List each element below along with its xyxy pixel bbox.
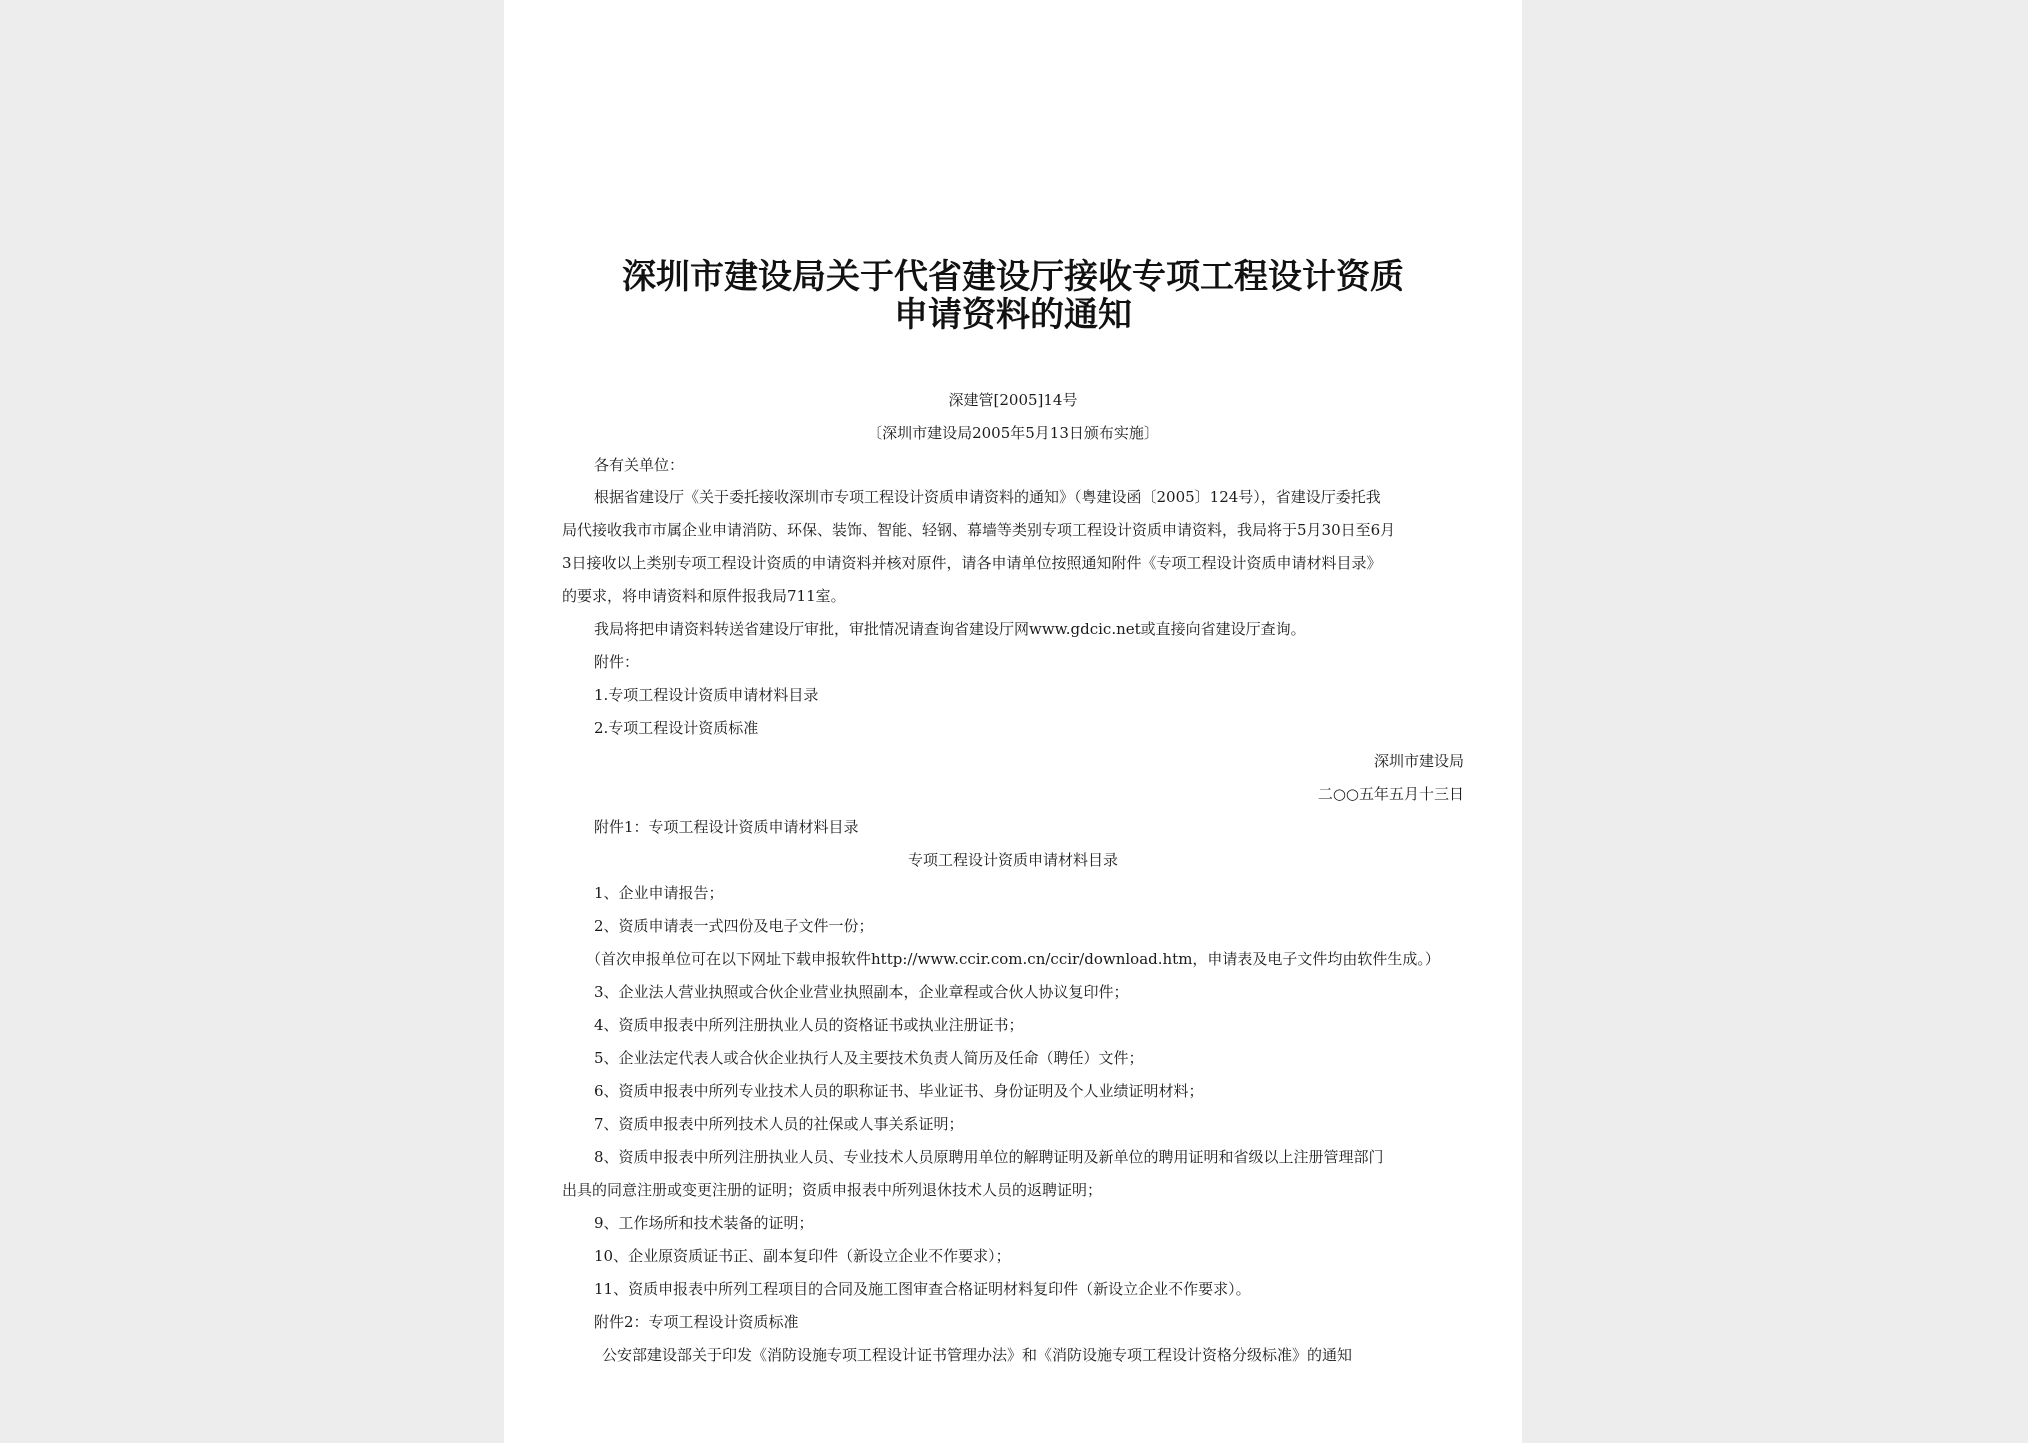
list-item: 4、资质申报表中所列注册执业人员的资格证书或执业注册证书； (594, 1016, 1024, 1034)
document-page (504, 0, 1522, 1443)
list-item: 11、资质申报表中所列工程项目的合同及施工图审查合格证明材料复印件（新设立企业不作要求）。 (594, 1280, 1251, 1298)
list-item: 2、资质申请表一式四份及电子文件一份； (594, 917, 874, 935)
attachments-label: 附件： (594, 653, 640, 671)
paragraph-1-line-3: 3日接收以上类别专项工程设计资质的申请资料并核对原件，请各申请单位按照通知附件《专项工程设计资质申请材料目录》 (562, 554, 1382, 572)
attachment-2-heading: 附件2：专项工程设计资质标准 (594, 1313, 799, 1331)
list-item: 3、企业法人营业执照或合伙企业营业执照副本，企业章程或合伙人协议复印件； (594, 983, 1129, 1001)
attachment-item-1: 1.专项工程设计资质申请材料目录 (594, 686, 819, 704)
paragraph-1-line-4: 的要求，将申请资料和原件报我局711室。 (562, 587, 846, 605)
list-item: 1、企业申请报告； (594, 884, 724, 902)
list-item: 10、企业原资质证书正、副本复印件（新设立企业不作要求）； (594, 1247, 1011, 1265)
list-item: 7、资质申报表中所列技术人员的社保或人事关系证明； (594, 1115, 964, 1133)
signature: 深圳市建设局 (1373, 752, 1464, 770)
title-line-1: 深圳市建设局关于代省建设厅接收专项工程设计资质 (622, 257, 1404, 297)
paragraph-1-line-2: 局代接收我市市属企业申请消防、环保、装饰、智能、轻钢、幕墙等类别专项工程设计资质申请资料，我局将于5月30日至6月 (562, 521, 1396, 539)
list-item: 5、企业法定代表人或合伙企业执行人及主要技术负责人简历及任命（聘任）文件； (594, 1049, 1144, 1067)
title-line-2: 申请资料的通知 (894, 295, 1132, 335)
paragraph-2: 我局将把申请资料转送省建设厅审批，审批情况请查询省建设厅网www.gdcic.net或直接向省建设厅查询。 (594, 620, 1306, 638)
list-item-continuation: 出具的同意注册或变更注册的证明；资质申报表中所列退休技术人员的返聘证明； (562, 1181, 1103, 1199)
list-item: 8、资质申报表中所列注册执业人员、专业技术人员原聘用单位的解聘证明及新单位的聘用证明和省级以上注册管理部门 (594, 1148, 1384, 1166)
salutation: 各有关单位： (594, 456, 685, 474)
attachment-item-2: 2.专项工程设计资质标准 (594, 719, 759, 737)
list-item: 6、资质申报表中所列专业技术人员的职称证书、毕业证书、身份证明及个人业绩证明材料； (594, 1082, 1204, 1100)
issue-note: 〔深圳市建设局2005年5月13日颁布实施〕 (867, 424, 1159, 442)
signature-date: 二○○五年五月十三日 (1317, 785, 1464, 803)
list-item-note: （首次申报单位可在以下网址下载申报软件http://www.ccir.com.cn/ccir/download.htm，申请表及电子文件均由软件生成。） (586, 950, 1440, 968)
last-line: 公安部建设部关于印发《消防设施专项工程设计证书管理办法》和《消防设施专项工程设计资格分级标准》的通知 (602, 1346, 1353, 1364)
attachment-1-title: 专项工程设计资质申请材料目录 (907, 851, 1118, 869)
document-title (504, 258, 1522, 334)
document-number: 深建管[2005]14号 (948, 391, 1078, 409)
paragraph-1-line-1: 根据省建设厅《关于委托接收深圳市专项工程设计资质申请资料的通知》（粤建设函〔2005〕124号），省建设厅委托我 (594, 488, 1381, 506)
attachment-1-heading: 附件1：专项工程设计资质申请材料目录 (594, 818, 859, 836)
list-item: 9、工作场所和技术装备的证明； (594, 1214, 814, 1232)
